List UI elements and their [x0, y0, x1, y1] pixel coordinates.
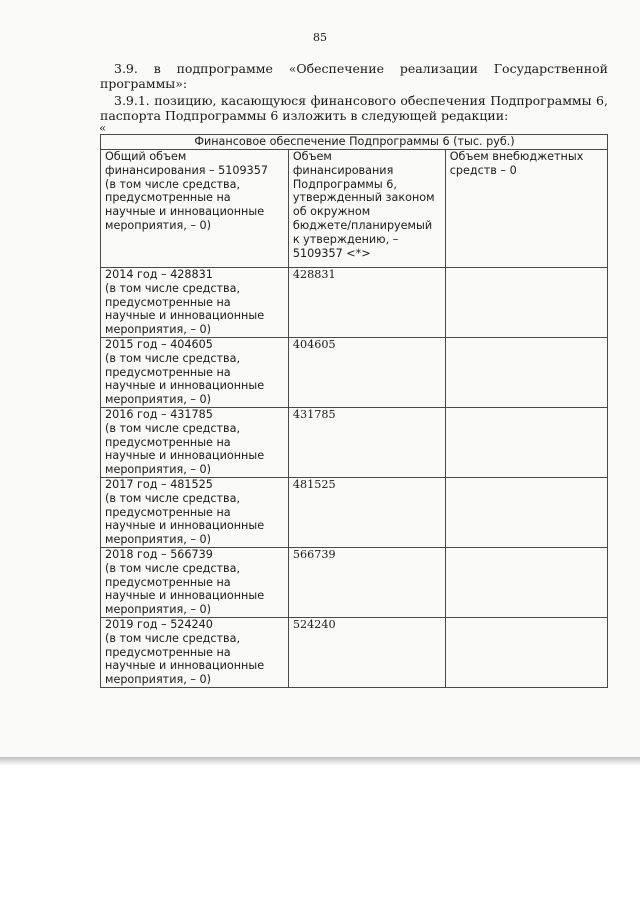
paragraph-3-9-line2: программы»:: [100, 76, 188, 91]
paragraph-3-9: [100, 61, 608, 91]
table-row: [101, 338, 608, 408]
extrabudget-cell: [445, 548, 607, 618]
table-caption-row: [101, 135, 608, 150]
table-row: [101, 618, 608, 688]
table-header-row: [101, 150, 608, 268]
table-row: [101, 408, 608, 478]
word: позицию,: [154, 93, 217, 108]
word: касающуюся: [220, 93, 307, 108]
word: в: [153, 61, 161, 76]
table-row: [101, 268, 608, 338]
word: подпрограмме: [176, 61, 273, 76]
paragraph-3-9-1-line2: паспорта Подпрограммы 6 изложить в следующей редакции:: [100, 108, 509, 123]
budget-cell: 404605: [288, 338, 445, 408]
budget-cell: 524240: [288, 618, 445, 688]
table-row: [101, 478, 608, 548]
budget-cell: 431785: [288, 408, 445, 478]
year-cell: 2016 год – 431785 (в том числе средства, предусмотренные на научные и инновационные мероприятия, – 0): [101, 408, 289, 478]
table-caption: Финансовое обеспечение Подпрограммы 6 (тыс. руб.): [101, 135, 608, 150]
word: 3.9.: [114, 61, 138, 76]
word: 6,: [596, 93, 608, 108]
paragraph-3-9-line1: [100, 61, 608, 76]
opening-quote: «: [99, 121, 107, 135]
extrabudget-cell: [445, 268, 607, 338]
year-cell: 2017 год – 481525 (в том числе средства, предусмотренные на научные и инновационные мероприятия, – 0): [101, 478, 289, 548]
year-cell: 2019 год – 524240 (в том числе средства, предусмотренные на научные и инновационные мероприятия, – 0): [101, 618, 289, 688]
paragraph-3-9-1: [100, 93, 608, 123]
year-cell: 2014 год – 428831 (в том числе средства, предусмотренные на научные и инновационные мероприятия, – 0): [101, 268, 289, 338]
header-extrabudget-cell: Объем внебюджетных средств – 0: [445, 150, 607, 268]
page-number: 85: [313, 31, 327, 44]
extrabudget-cell: [445, 338, 607, 408]
year-cell: 2018 год – 566739 (в том числе средства, предусмотренные на научные и инновационные мероприятия, – 0): [101, 548, 289, 618]
word: 3.9.1.: [114, 93, 150, 108]
word: «Обеспечение: [288, 61, 384, 76]
paragraph-3-9-1-line1: [100, 93, 608, 108]
budget-cell: 481525: [288, 478, 445, 548]
finance-table: [100, 134, 608, 688]
header-budget-cell: Объем финансирования Подпрограммы 6, утвержденный законом об окружном бюджете/планируемый к утверждению, – 5109357 <*>: [288, 150, 445, 268]
table-row: [101, 548, 608, 618]
budget-cell: 566739: [288, 548, 445, 618]
word: обеспечения: [400, 93, 486, 108]
extrabudget-cell: [445, 408, 607, 478]
word: Подпрограммы: [490, 93, 592, 108]
extrabudget-cell: [445, 478, 607, 548]
scan-page-edge: [0, 757, 640, 765]
extrabudget-cell: [445, 618, 607, 688]
word: Государственной: [493, 61, 608, 76]
budget-cell: 428831: [288, 268, 445, 338]
word: реализации: [399, 61, 478, 76]
header-total-cell: Общий объем финансирования – 5109357 (в том числе средства, предусмотренные на научные и инновационные мероприятия, – 0): [101, 150, 289, 268]
year-cell: 2015 год – 404605 (в том числе средства, предусмотренные на научные и инновационные мероприятия, – 0): [101, 338, 289, 408]
word: финансового: [310, 93, 396, 108]
